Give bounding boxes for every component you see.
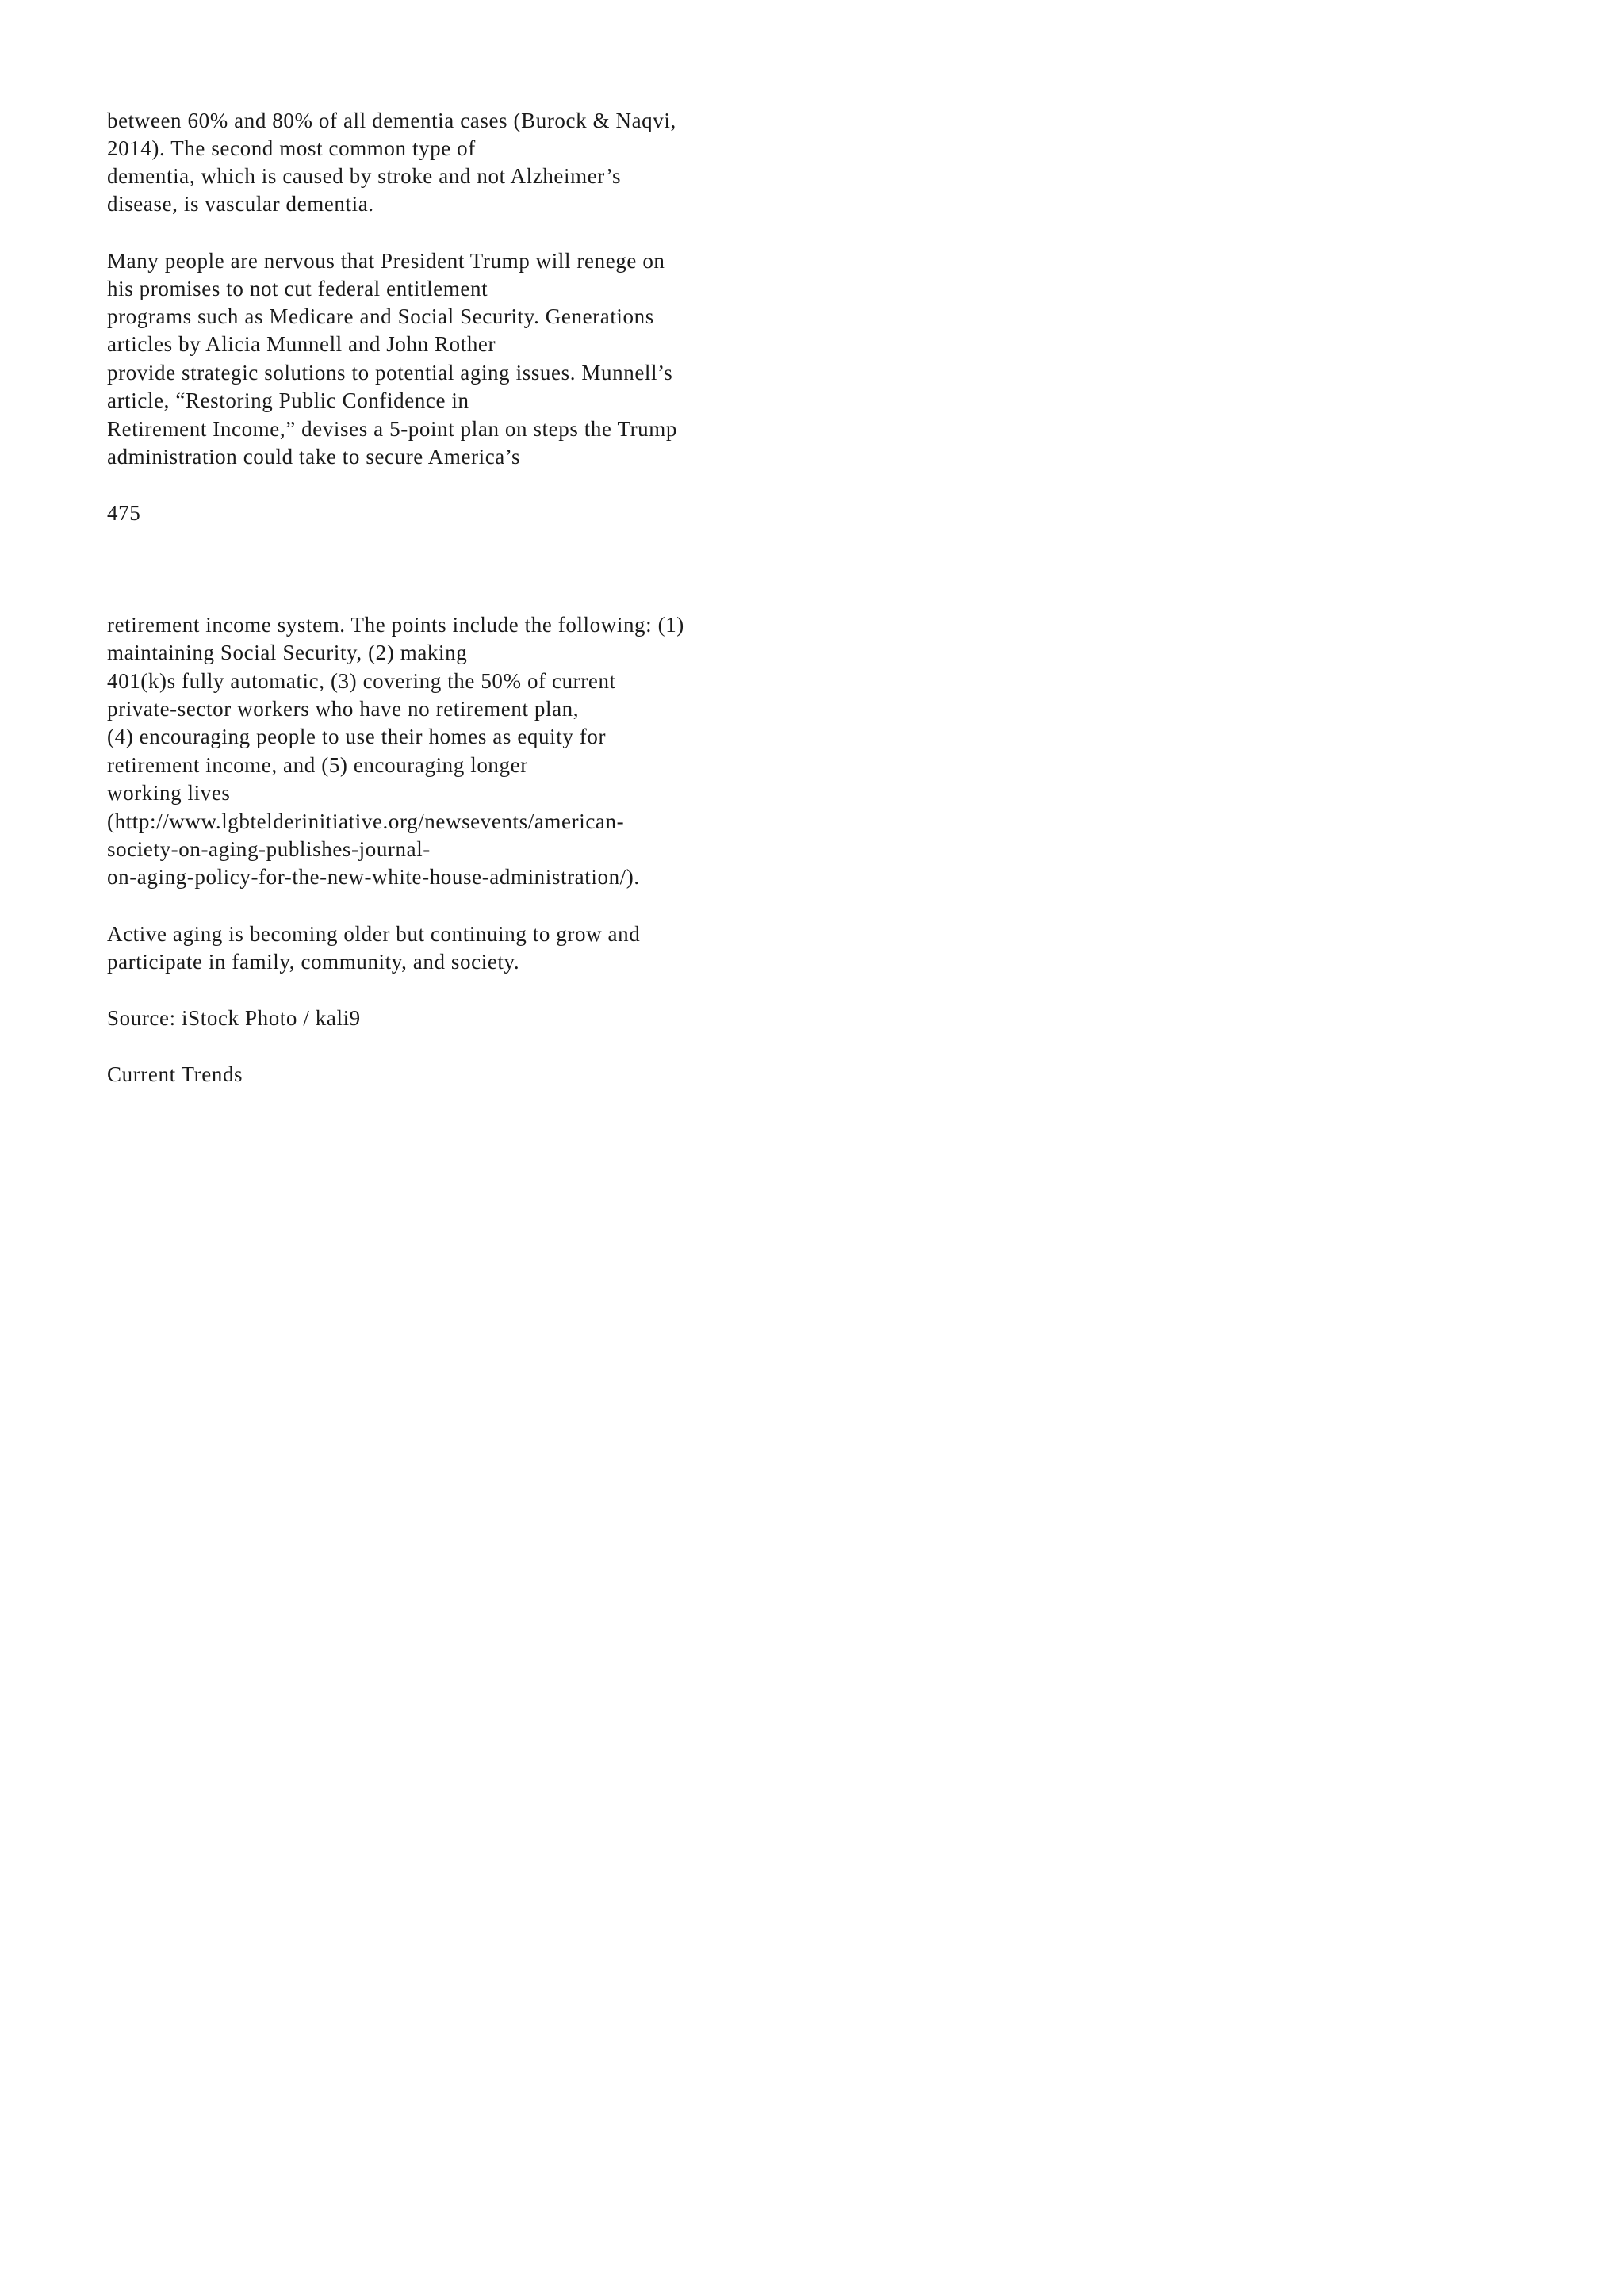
text-line: participate in family, community, and society.: [107, 950, 520, 974]
document-page: [0, 0, 872, 1234]
text-line: dementia, which is caused by stroke and not Alzheimer’s: [107, 164, 622, 188]
page-number: 475: [107, 501, 141, 525]
text-line: provide strategic solutions to potential aging issues. Munnell’s: [107, 361, 673, 385]
text-line: private-sector workers who have no retirement plan,: [107, 697, 580, 721]
text-line: (4) encouraging people to use their homes as equity for: [107, 725, 607, 748]
text-line: retirement income, and (5) encouraging longer: [107, 753, 528, 777]
text-line: 2014). The second most common type of: [107, 136, 476, 160]
url-line: on-aging-policy-for-the-new-white-house-administration/).: [107, 865, 640, 889]
text-line: programs such as Medicare and Social Security. Generations: [107, 304, 654, 328]
text-line: Many people are nervous that President Trump will renege on: [107, 249, 665, 273]
text-line: administration could take to secure America’s: [107, 445, 521, 469]
url-line: society-on-aging-publishes-journal-: [107, 837, 431, 861]
text-line: article, “Restoring Public Confidence in: [107, 388, 469, 412]
text-line: disease, is vascular dementia.: [107, 192, 374, 216]
text-line: maintaining Social Security, (2) making: [107, 641, 468, 664]
text-line: between 60% and 80% of all dementia cases (Burock & Naqvi,: [107, 109, 676, 132]
text-line: retirement income system. The points include the following: (1): [107, 613, 684, 637]
text-line: 401(k)s fully automatic, (3) covering the 50% of current: [107, 669, 616, 693]
text-line: his promises to not cut federal entitlement: [107, 277, 488, 300]
text-line: Retirement Income,” devises a 5-point plan on steps the Trump: [107, 417, 677, 441]
text-line: working lives: [107, 781, 231, 805]
text-line: articles by Alicia Munnell and John Rother: [107, 332, 496, 356]
text-line: Active aging is becoming older but continuing to grow and: [107, 922, 641, 946]
photo-credit: Source: iStock Photo / kali9: [107, 1006, 361, 1030]
url-line: (http://www.lgbtelderinitiative.org/newsevents/american-: [107, 809, 625, 833]
section-heading: Current Trends: [107, 1062, 243, 1086]
